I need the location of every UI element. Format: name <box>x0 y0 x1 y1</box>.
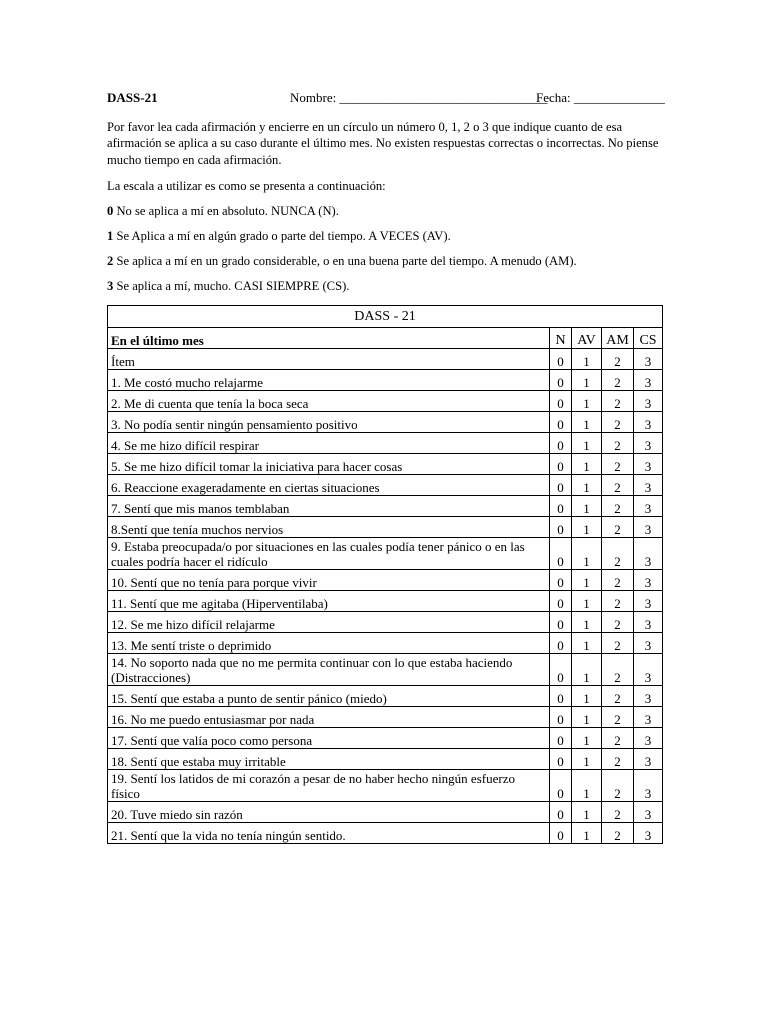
item-text: 14. No soporto nada que no me permita continuar con lo que estaba haciendo (Distracciones) <box>108 654 550 686</box>
response-option-cs[interactable]: 3 <box>634 391 663 412</box>
response-option-av[interactable]: 1 <box>572 770 602 802</box>
response-option-am[interactable]: 2 <box>602 538 634 570</box>
scale-option-text: No se aplica a mí en absoluto. NUNCA (N). <box>116 204 339 218</box>
response-option-n[interactable]: 0 <box>550 517 572 538</box>
response-option-am[interactable]: 2 <box>602 517 634 538</box>
scale-option-value: 0 <box>107 204 114 218</box>
date-field: Fecha: ______________ <box>536 90 665 105</box>
scale-option-value: 1 <box>107 229 114 243</box>
table-row <box>108 412 663 433</box>
response-option-cs[interactable]: 3 <box>634 707 663 728</box>
item-text: 18. Sentí que estaba muy irritable <box>108 749 550 770</box>
response-option-n[interactable]: 0 <box>550 433 572 454</box>
response-option-cs[interactable]: 3 <box>634 654 663 686</box>
response-option-n[interactable]: 0 <box>550 802 572 823</box>
column-header-n: N <box>550 328 572 349</box>
dass21-table <box>107 305 663 844</box>
column-header-av: AV <box>572 328 602 349</box>
table-row <box>108 770 663 802</box>
response-option-am[interactable]: 2 <box>602 770 634 802</box>
item-header-value: 0 <box>550 349 572 370</box>
response-option-n[interactable]: 0 <box>550 686 572 707</box>
response-option-cs[interactable]: 3 <box>634 475 663 496</box>
scale-option-value: 2 <box>107 254 114 268</box>
table-row <box>108 538 663 570</box>
item-header-value: 2 <box>602 349 634 370</box>
period-header: En el último mes <box>108 328 550 349</box>
response-option-cs[interactable]: 3 <box>634 591 663 612</box>
table-row <box>108 654 663 686</box>
response-option-cs[interactable]: 3 <box>634 633 663 654</box>
response-option-av[interactable]: 1 <box>572 517 602 538</box>
table-row <box>108 686 663 707</box>
response-option-av[interactable]: 1 <box>572 823 602 844</box>
table-row <box>108 570 663 591</box>
table-row <box>108 707 663 728</box>
item-text: 17. Sentí que valía poco como persona <box>108 728 550 749</box>
response-option-cs[interactable]: 3 <box>634 728 663 749</box>
response-option-am[interactable]: 2 <box>602 433 634 454</box>
response-option-av[interactable]: 1 <box>572 707 602 728</box>
table-row <box>108 496 663 517</box>
response-option-am[interactable]: 2 <box>602 475 634 496</box>
item-text: 10. Sentí que no tenía para porque vivir <box>108 570 550 591</box>
response-option-cs[interactable]: 3 <box>634 433 663 454</box>
response-option-am[interactable]: 2 <box>602 802 634 823</box>
table-caption: DASS - 21 <box>108 306 663 328</box>
scale-option-text: Se Aplica a mí en algún grado o parte del tiempo. A VECES (AV). <box>116 229 451 243</box>
item-header: Ítem <box>108 349 550 370</box>
response-option-n[interactable]: 0 <box>550 496 572 517</box>
item-text: 2. Me di cuenta que tenía la boca seca <box>108 391 550 412</box>
response-option-am[interactable]: 2 <box>602 686 634 707</box>
response-option-av[interactable]: 1 <box>572 370 602 391</box>
response-option-n[interactable]: 0 <box>550 391 572 412</box>
response-option-av[interactable]: 1 <box>572 391 602 412</box>
response-option-n[interactable]: 0 <box>550 749 572 770</box>
item-text: 20. Tuve miedo sin razón <box>108 802 550 823</box>
response-option-av[interactable]: 1 <box>572 496 602 517</box>
item-text: 8.Sentí que tenía muchos nervios <box>108 517 550 538</box>
response-option-n[interactable]: 0 <box>550 654 572 686</box>
response-option-n[interactable]: 0 <box>550 475 572 496</box>
response-option-cs[interactable]: 3 <box>634 686 663 707</box>
item-text: 11. Sentí que me agitaba (Hiperventilaba) <box>108 591 550 612</box>
response-option-am[interactable]: 2 <box>602 749 634 770</box>
column-header-cs: CS <box>634 328 663 349</box>
response-option-am[interactable]: 2 <box>602 391 634 412</box>
item-text: 15. Sentí que estaba a punto de sentir pánico (miedo) <box>108 686 550 707</box>
response-option-n[interactable]: 0 <box>550 823 572 844</box>
response-option-am[interactable]: 2 <box>602 707 634 728</box>
response-option-n[interactable]: 0 <box>550 454 572 475</box>
response-option-am[interactable]: 2 <box>602 728 634 749</box>
item-text: 19. Sentí los latidos de mi corazón a pesar de no haber hecho ningún esfuerzo físico <box>108 770 550 802</box>
table-row <box>108 517 663 538</box>
response-option-cs[interactable]: 3 <box>634 517 663 538</box>
response-option-am[interactable]: 2 <box>602 370 634 391</box>
table-row <box>108 728 663 749</box>
scale-option-text: Se aplica a mí, mucho. CASI SIEMPRE (CS). <box>116 279 350 293</box>
response-option-cs[interactable]: 3 <box>634 496 663 517</box>
scale-option-text: Se aplica a mí en un grado considerable, o en una buena parte del tiempo. A menudo (AM). <box>116 254 577 268</box>
response-option-av[interactable]: 1 <box>572 570 602 591</box>
response-option-av[interactable]: 1 <box>572 538 602 570</box>
response-option-cs[interactable]: 3 <box>634 612 663 633</box>
response-option-am[interactable]: 2 <box>602 633 634 654</box>
response-option-am[interactable]: 2 <box>602 654 634 686</box>
response-option-av[interactable]: 1 <box>572 686 602 707</box>
table-row <box>108 370 663 391</box>
document-title: DASS-21 <box>107 90 158 105</box>
response-option-n[interactable]: 0 <box>550 538 572 570</box>
response-option-av[interactable]: 1 <box>572 433 602 454</box>
table-row <box>108 633 663 654</box>
item-text: 21. Sentí que la vida no tenía ningún sentido. <box>108 823 550 844</box>
item-text: 7. Sentí que mis manos temblaban <box>108 496 550 517</box>
item-text: 5. Se me hizo difícil tomar la iniciativa para hacer cosas <box>108 454 550 475</box>
item-text: 1. Me costó mucho relajarme <box>108 370 550 391</box>
scale-option-1 <box>107 228 451 244</box>
item-text: 13. Me sentí triste o deprimido <box>108 633 550 654</box>
table-row <box>108 591 663 612</box>
response-option-av[interactable]: 1 <box>572 633 602 654</box>
response-option-am[interactable]: 2 <box>602 591 634 612</box>
response-option-cs[interactable]: 3 <box>634 370 663 391</box>
response-option-am[interactable]: 2 <box>602 612 634 633</box>
response-option-cs[interactable]: 3 <box>634 770 663 802</box>
response-option-av[interactable]: 1 <box>572 454 602 475</box>
response-option-n[interactable]: 0 <box>550 612 572 633</box>
response-option-am[interactable]: 2 <box>602 823 634 844</box>
response-option-av[interactable]: 1 <box>572 475 602 496</box>
response-option-n[interactable]: 0 <box>550 570 572 591</box>
scale-option-0 <box>107 203 339 219</box>
response-option-am[interactable]: 2 <box>602 570 634 591</box>
response-option-am[interactable]: 2 <box>602 412 634 433</box>
scale-intro: La escala a utilizar es como se presenta a continuación: <box>107 179 386 193</box>
table-row <box>108 391 663 412</box>
table-row <box>108 454 663 475</box>
item-header-value: 3 <box>634 349 663 370</box>
table-row <box>108 823 663 844</box>
response-option-av[interactable]: 1 <box>572 802 602 823</box>
instructions-paragraph: Por favor lea cada afirmación y encierre en un círculo un número 0, 1, 2 o 3 que indique cuanto de esa afirmación se aplica a su caso durante el último mes. No existen respuestas correctas o incorrectas. No piense mucho tiempo en cada afirmación. <box>107 120 659 167</box>
item-text: 12. Se me hizo difícil relajarme <box>108 612 550 633</box>
table-row <box>108 802 663 823</box>
table-row <box>108 433 663 454</box>
response-option-av[interactable]: 1 <box>572 412 602 433</box>
response-option-av[interactable]: 1 <box>572 612 602 633</box>
scale-option-value: 3 <box>107 279 114 293</box>
response-option-cs[interactable]: 3 <box>634 412 663 433</box>
response-option-cs[interactable]: 3 <box>634 538 663 570</box>
response-option-av[interactable]: 1 <box>572 749 602 770</box>
name-field: Nombre: ________________________________ <box>290 90 548 105</box>
table-row <box>108 749 663 770</box>
response-option-av[interactable]: 1 <box>572 654 602 686</box>
response-option-am[interactable]: 2 <box>602 496 634 517</box>
response-option-cs[interactable]: 3 <box>634 802 663 823</box>
response-option-n[interactable]: 0 <box>550 591 572 612</box>
response-option-n[interactable]: 0 <box>550 633 572 654</box>
scale-option-2 <box>107 253 577 269</box>
response-option-cs[interactable]: 3 <box>634 570 663 591</box>
column-header-am: AM <box>602 328 634 349</box>
item-text: 4. Se me hizo difícil respirar <box>108 433 550 454</box>
response-option-n[interactable]: 0 <box>550 370 572 391</box>
item-text: 3. No podía sentir ningún pensamiento positivo <box>108 412 550 433</box>
response-option-n[interactable]: 0 <box>550 412 572 433</box>
response-option-av[interactable]: 1 <box>572 728 602 749</box>
response-option-n[interactable]: 0 <box>550 707 572 728</box>
item-text: 6. Reaccione exageradamente en ciertas situaciones <box>108 475 550 496</box>
response-option-n[interactable]: 0 <box>550 728 572 749</box>
response-option-cs[interactable]: 3 <box>634 823 663 844</box>
item-text: 16. No me puedo entusiasmar por nada <box>108 707 550 728</box>
scale-option-3 <box>107 278 349 294</box>
table-row <box>108 612 663 633</box>
response-option-cs[interactable]: 3 <box>634 749 663 770</box>
response-option-n[interactable]: 0 <box>550 770 572 802</box>
item-text: 9. Estaba preocupada/o por situaciones en las cuales podía tener pánico o en las cuales podría hacer el ridículo <box>108 538 550 570</box>
item-header-value: 1 <box>572 349 602 370</box>
table-row <box>108 475 663 496</box>
response-option-am[interactable]: 2 <box>602 454 634 475</box>
response-option-cs[interactable]: 3 <box>634 454 663 475</box>
response-option-av[interactable]: 1 <box>572 591 602 612</box>
